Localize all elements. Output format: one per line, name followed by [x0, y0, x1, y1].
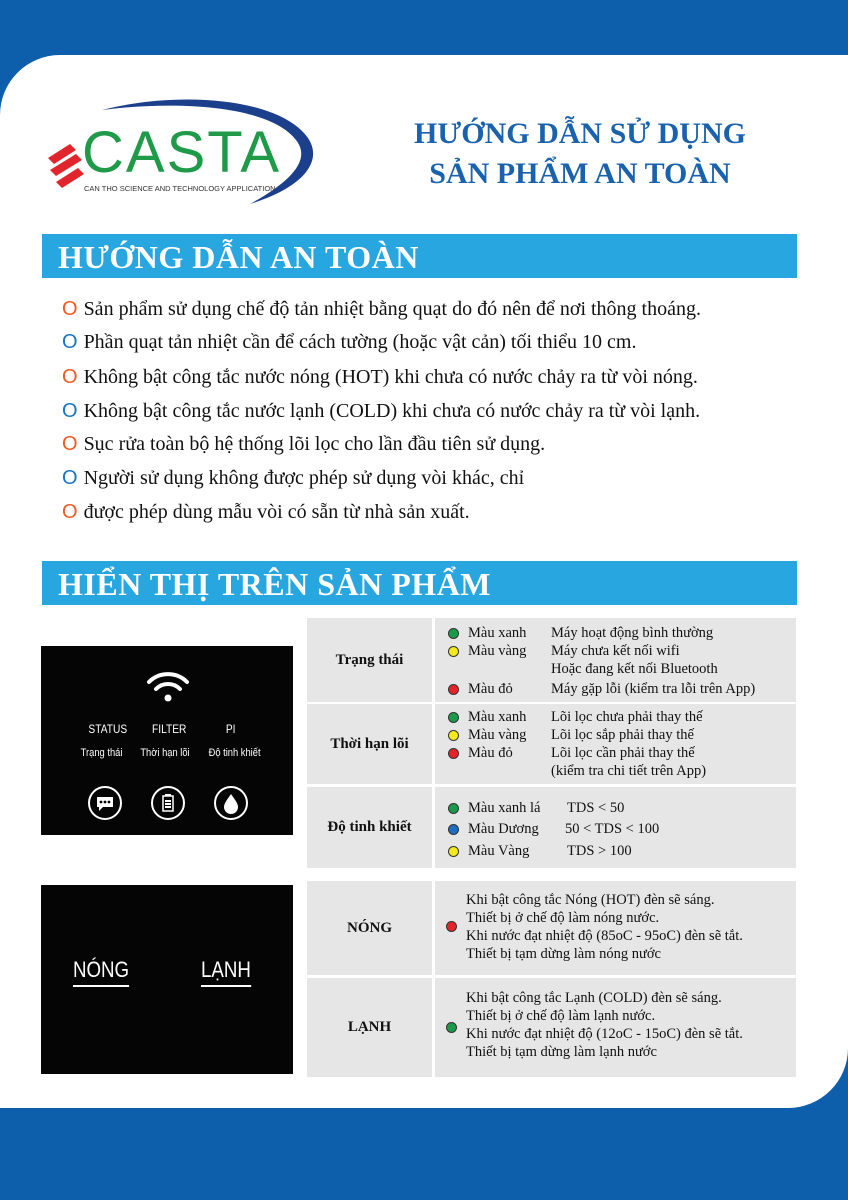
green-dot-icon — [448, 628, 459, 639]
status-panel — [41, 646, 293, 835]
cold-line: Thiết bị ở chế độ làm lạnh nước. — [466, 1008, 656, 1024]
green-dot-icon — [446, 1022, 457, 1033]
cold-description — [435, 978, 796, 1077]
legend-desc: 50 < TDS < 100 — [565, 821, 660, 837]
logo-wordmark: CASTA — [82, 120, 282, 185]
safety-item-text: Sản phẩm sử dụng chế độ tản nhiệt bằng quạt do đó nên để nơi thông thoáng. — [83, 298, 701, 320]
bullet-marker: O — [62, 298, 78, 320]
red-dot-icon — [446, 921, 457, 932]
legend-color-name: Màu xanh — [468, 709, 527, 725]
safety-item-text: Phần quạt tản nhiệt cần để cách tường (hoặc vật cản) tối thiểu 10 cm. — [83, 331, 637, 353]
red-dot-icon — [448, 684, 459, 695]
legend-desc: Máy chưa kết nối wifi — [551, 643, 680, 659]
pi-label: PI — [225, 722, 236, 736]
page-title-line2: SẢN PHẨM AN TOÀN — [429, 157, 731, 190]
row-label-hot: NÓNG — [307, 881, 432, 975]
page-title-line1: HƯỚNG DẪN SỬ DỤNG — [414, 117, 746, 150]
status-sublabel: Trạng thái — [80, 747, 123, 759]
yellow-dot-icon — [448, 846, 459, 857]
legend-desc: Máy hoạt động bình thường — [551, 625, 714, 641]
safety-item — [62, 330, 636, 354]
legend-desc: TDS > 100 — [567, 843, 632, 859]
cold-line: Khi bật công tắc Lạnh (COLD) đèn sẽ sáng. — [466, 990, 722, 1006]
legend-desc: Lõi lọc chưa phải thay thế — [551, 709, 703, 725]
bullet-marker: O — [62, 331, 78, 353]
legend-color-name: Màu Dương — [468, 821, 539, 837]
status-legend — [435, 618, 796, 702]
legend-color-name: Màu đỏ — [468, 745, 513, 761]
legend-desc: Máy gặp lỗi (kiểm tra lỗi trên App) — [551, 681, 756, 697]
row-label-purity: Độ tinh khiết — [307, 787, 432, 868]
legend-desc: Lõi lọc cần phải thay thế — [551, 745, 695, 761]
safety-item — [62, 466, 524, 490]
filter-label: FILTER — [152, 722, 187, 736]
purity-legend — [435, 787, 796, 868]
blue-dot-icon — [448, 824, 459, 835]
casta-logo — [40, 96, 320, 206]
legend-desc: Lõi lọc sắp phải thay thế — [551, 727, 694, 743]
hot-description — [435, 881, 796, 975]
legend-color-name: Màu xanh lá — [468, 800, 541, 816]
row-label-filter-life: Thời hạn lõi — [307, 704, 432, 784]
hot-indicator-label: NÓNG — [73, 957, 129, 987]
legend-color-name: Màu vàng — [468, 727, 527, 743]
red-dot-icon — [448, 748, 459, 759]
logo-tagline: CAN THO SCIENCE AND TECHNOLOGY APPLICATION — [84, 184, 276, 193]
safety-item-text: Không bật công tắc nước nóng (HOT) khi chưa có nước chảy ra từ vòi nóng. — [83, 366, 698, 388]
bullet-marker: O — [62, 433, 78, 455]
battery-icon — [151, 786, 185, 820]
legend-desc: (kiểm tra chi tiết trên App) — [551, 763, 707, 779]
bottom-bar — [0, 1108, 848, 1200]
bullet-marker: O — [62, 366, 78, 388]
safety-item-text: được phép dùng mẫu vòi có sẵn từ nhà sản xuất. — [83, 501, 470, 523]
status-label: STATUS — [88, 722, 128, 736]
legend-color-name: Màu vàng — [468, 643, 527, 659]
filter-sublabel: Thời hạn lõi — [140, 747, 190, 759]
safety-item — [62, 365, 698, 389]
legend-desc: TDS < 50 — [567, 800, 625, 816]
safety-item — [62, 399, 700, 423]
safety-item-text: Không bật công tắc nước lạnh (COLD) khi chưa có nước chảy ra từ vòi lạnh. — [83, 400, 701, 422]
legend-desc: Hoặc đang kết nối Bluetooth — [551, 661, 718, 677]
green-dot-icon — [448, 803, 459, 814]
safety-item-text: Người sử dụng không được phép sử dụng vòi khác, chỉ — [83, 467, 525, 489]
bullet-marker: O — [62, 501, 78, 523]
safety-item — [62, 297, 701, 321]
temperature-panel — [41, 885, 293, 1074]
safety-item — [62, 500, 470, 524]
green-dot-icon — [448, 712, 459, 723]
yellow-dot-icon — [448, 730, 459, 741]
top-bar — [0, 0, 848, 60]
safety-item — [62, 432, 545, 456]
row-label-status: Trạng thái — [307, 618, 432, 702]
hot-line: Thiết bị tạm dừng làm nóng nước — [466, 946, 661, 962]
cold-indicator-label: LẠNH — [201, 957, 251, 987]
legend-color-name: Màu xanh — [468, 625, 527, 641]
bullet-marker: O — [62, 400, 78, 422]
hot-line: Khi bật công tắc Nóng (HOT) đèn sẽ sáng. — [466, 892, 715, 908]
cold-line: Thiết bị tạm dừng làm lạnh nước — [466, 1044, 657, 1060]
hot-line: Khi nước đạt nhiệt độ (85oC - 95oC) đèn sẽ tắt. — [466, 928, 743, 944]
safety-item-text: Sục rửa toàn bộ hệ thống lõi lọc cho lần đầu tiên sử dụng. — [83, 433, 546, 455]
bullet-marker: O — [62, 467, 78, 489]
chat-icon — [88, 786, 122, 820]
drop-icon — [214, 786, 248, 820]
safety-heading: HƯỚNG DẪN AN TOÀN — [42, 234, 797, 278]
legend-color-name: Màu đỏ — [468, 681, 513, 697]
row-label-cold: LẠNH — [307, 978, 432, 1077]
yellow-dot-icon — [448, 646, 459, 657]
wifi-icon — [145, 666, 191, 706]
hot-line: Thiết bị ở chế độ làm nóng nước. — [466, 910, 660, 926]
legend-color-name: Màu Vàng — [468, 843, 530, 859]
pi-sublabel: Độ tinh khiết — [208, 747, 261, 759]
filter-legend — [435, 704, 796, 784]
cold-line: Khi nước đạt nhiệt độ (12oC - 15oC) đèn sẽ tắt. — [466, 1026, 743, 1042]
display-heading: HIỂN THỊ TRÊN SẢN PHẨM — [42, 561, 797, 605]
